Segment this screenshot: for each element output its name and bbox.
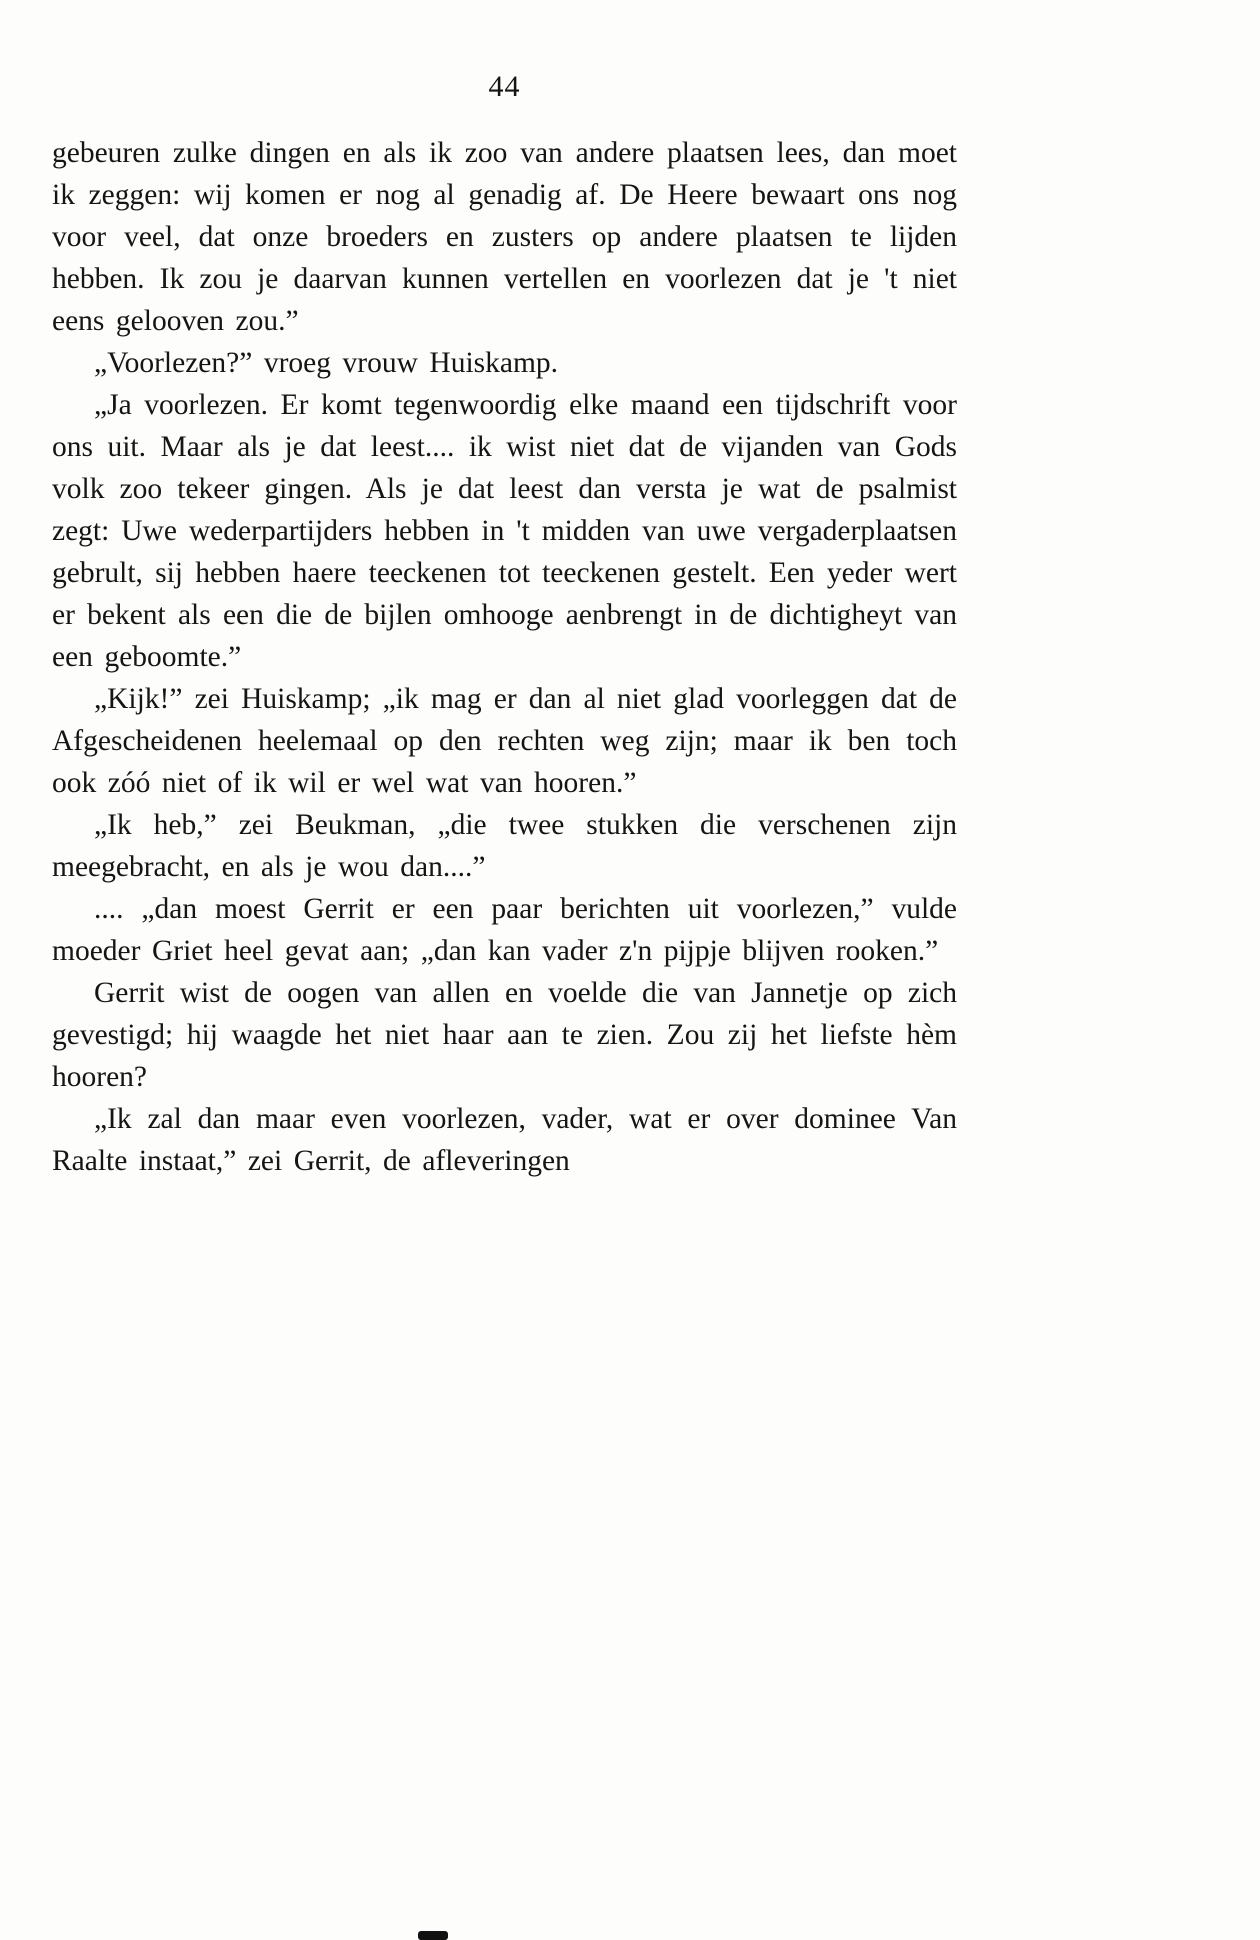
paragraph: „Kijk!” zei Huiskamp; „ik mag er dan al niet glad voorleggen dat de Afgescheidenen heelemaal op den rechten weg zijn; maar ik ben toch ook zóó niet of ik wil er wel wat van hooren.” xyxy=(52,683,957,799)
paragraph: Gerrit wist de oogen van allen en voelde die van Jannetje op zich gevestigd; hij waagde het niet haar aan te zien. Zou zij het liefste hèm hooren? xyxy=(52,977,957,1093)
paragraph: „Ik zal dan maar even voorlezen, vader, wat er over dominee Van Raalte instaat,” zei Gerrit, de afleveringen xyxy=(52,1103,957,1177)
paragraph: „Voorlezen?” vroeg vrouw Huiskamp. xyxy=(94,347,559,379)
paragraph: „Ja voorlezen. Er komt tegenwoordig elke maand een tijdschrift voor ons uit. Maar als je dat leest.... ik wist niet dat de vijanden van Gods volk zoo tekeer gingen. Als je dat leest dan versta je wat de psalmist zegt: Uwe wederpartijders hebben in 't midden van uwe vergaderplaatsen gebrult, sij hebben haere teeckenen tot teeckenen gestelt. Een yeder wert er bekent als een die de bijlen omhooge aenbrengt in de dichtigheyt van een geboomte.” xyxy=(52,389,957,673)
scan-artifact xyxy=(418,1931,448,1940)
page-number: 44 xyxy=(488,70,521,103)
paragraph: gebeuren zulke dingen en als ik zoo van andere plaatsen lees, dan moet ik zeggen: wij komen er nog al genadig af. De Heere bewaart ons nog voor veel, dat onze broeders en zusters op andere plaatsen te lijden hebben. Ik zou je daarvan kunnen vertellen en voorlezen dat je 't niet eens gelooven zou.” xyxy=(52,137,957,337)
text-block xyxy=(52,132,957,1182)
paragraph: „Ik heb,” zei Beukman, „die twee stukken die verschenen zijn meegebracht, en als je wou dan....” xyxy=(52,809,957,883)
paragraph: .... „dan moest Gerrit er een paar berichten uit voorlezen,” vulde moeder Griet heel gevat aan; „dan kan vader z'n pijpje blijven rooken.” xyxy=(52,893,957,967)
